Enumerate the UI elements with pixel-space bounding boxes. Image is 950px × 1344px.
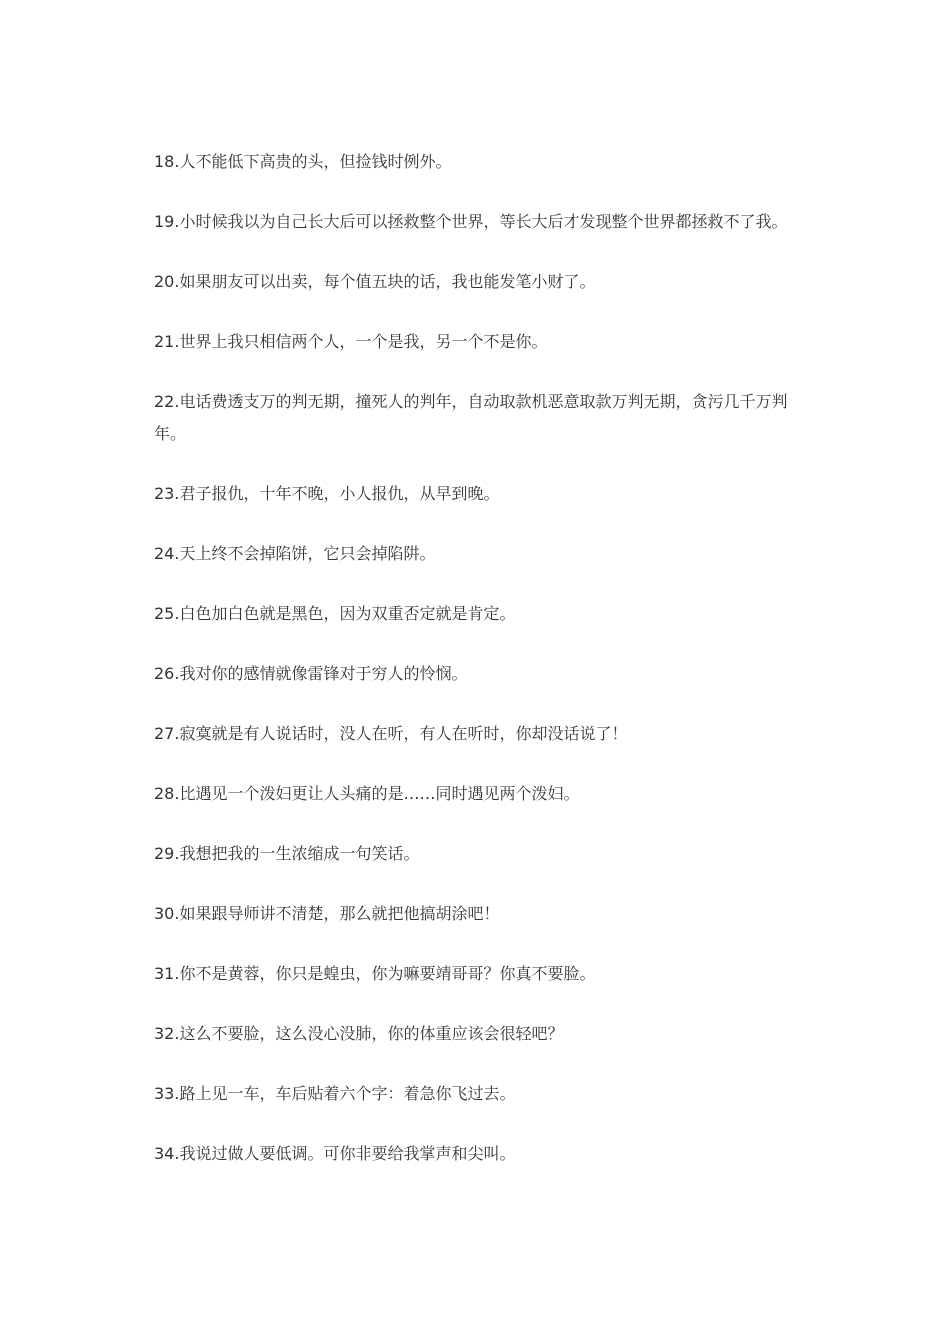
joke-item-18: 18.人不能低下高贵的头，但捡钱时例外。 xyxy=(154,152,452,171)
joke-item-33: 33.路上见一车，车后贴着六个字：着急你飞过去。 xyxy=(154,1084,516,1103)
joke-item-21: 21.世界上我只相信两个人，一个是我，另一个不是你。 xyxy=(154,332,548,351)
joke-item-31: 31.你不是黄蓉，你只是蝗虫，你为嘛要靖哥哥？你真不要脸。 xyxy=(154,964,596,983)
joke-item-23: 23.君子报仇，十年不晚，小人报仇，从早到晚。 xyxy=(154,484,500,503)
joke-item-32: 32.这么不要脸，这么没心没肺，你的体重应该会很轻吧？ xyxy=(154,1024,564,1043)
joke-item-19: 19.小时候我以为自己长大后可以拯救整个世界，等长大后才发现整个世界都拯救不了我。 xyxy=(154,212,788,231)
joke-item-25: 25.白色加白色就是黑色，因为双重否定就是肯定。 xyxy=(154,604,516,623)
joke-item-28: 28.比遇见一个泼妇更让人头痛的是……同时遇见两个泼妇。 xyxy=(154,784,580,803)
joke-item-20: 20.如果朋友可以出卖，每个值五块的话，我也能发笔小财了。 xyxy=(154,272,596,291)
joke-item-24: 24.天上终不会掉陷饼，它只会掉陷阱。 xyxy=(154,544,436,563)
joke-item-26: 26.我对你的感情就像雷锋对于穷人的怜悯。 xyxy=(154,664,468,683)
joke-item-29: 29.我想把我的一生浓缩成一句笑话。 xyxy=(154,844,420,863)
joke-item-27: 27.寂寞就是有人说话时，没人在听，有人在听时，你却没话说了！ xyxy=(154,724,628,743)
joke-item-30: 30.如果跟导师讲不清楚，那么就把他搞胡涂吧！ xyxy=(154,904,500,923)
joke-item-22: 22.电话费透支万的判无期，撞死人的判年，自动取款机恶意取款万判无期，贪污几千万判年。 xyxy=(154,392,788,443)
joke-list xyxy=(154,146,814,1198)
joke-item-34: 34.我说过做人要低调。可你非要给我掌声和尖叫。 xyxy=(154,1144,516,1163)
